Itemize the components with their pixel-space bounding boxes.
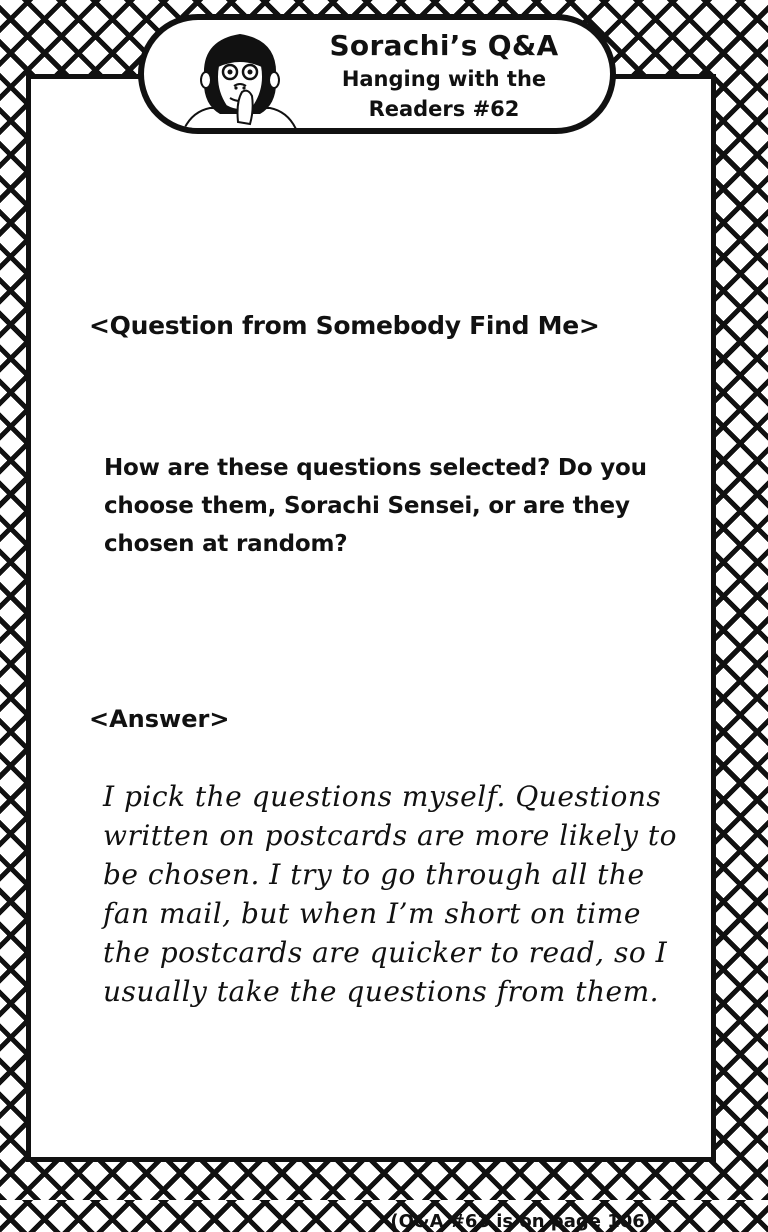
answer-text: I pick the questions myself. Questions written on postcards are more likely to be chosen. I try to go through all the fan mail, but when I’m short on time the postcards are quicker to read, so I usually take the questions from them. bbox=[103, 780, 678, 1008]
header-banner bbox=[138, 14, 616, 134]
answer-label: <Answer> bbox=[89, 705, 230, 733]
header-text bbox=[294, 28, 594, 124]
content-panel bbox=[26, 74, 716, 1232]
header-subtitle-line1: Hanging with the bbox=[341, 67, 547, 91]
gorilla-mascot-icon bbox=[180, 26, 300, 134]
header-subtitle-line2: Readers #62 bbox=[368, 97, 520, 121]
header-title: Sorachi’s Q&A bbox=[329, 29, 559, 62]
next-qa-note: (Q&A #63 is on page 106) bbox=[390, 1211, 653, 1232]
question-from-label: <Question from Somebody Find Me> bbox=[89, 311, 600, 340]
question-text: How are these questions selected? Do you choose them, Sorachi Sensei, or are they chosen at random? bbox=[104, 455, 647, 557]
